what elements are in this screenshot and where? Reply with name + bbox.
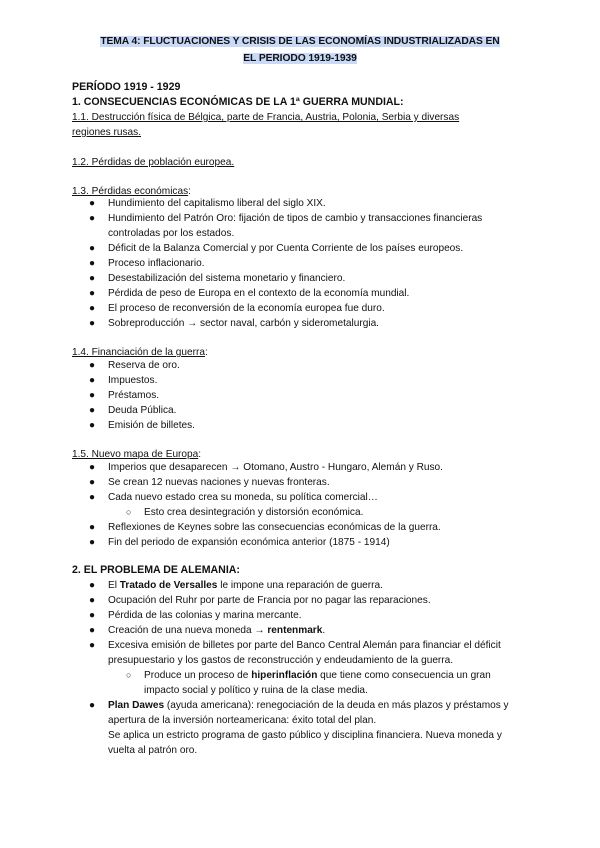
list-item-text: Sobreproducción → sector naval, carbón y siderometalurgia. — [108, 318, 379, 329]
list-item — [89, 578, 518, 593]
text-fragment: El — [108, 580, 120, 591]
list-item — [89, 403, 518, 418]
bullet-icon: ● — [89, 213, 96, 224]
bullet-icon: ● — [89, 537, 96, 548]
bold-term: hiperinflación — [251, 670, 318, 681]
bullet-icon: ● — [89, 610, 96, 621]
list-item-text: Emisión de billetes. — [108, 420, 195, 431]
section-1-heading: 1. CONSECUENCIAS ECONÓMICAS DE LA 1ª GUERRA MUNDIAL: — [72, 96, 404, 108]
list-item — [89, 301, 518, 316]
list-item-text: Préstamos. — [108, 390, 160, 401]
list-item-text: Se crean 12 nuevas naciones y nuevas fronteras. — [108, 477, 330, 488]
bullet-icon: ● — [89, 243, 96, 254]
list-item — [89, 460, 518, 475]
text-fragment: (ayuda americana): renegociación de la deuda en más plazos y préstamos y apertura de la inversión norteamericana: éxito total del plan. — [108, 700, 509, 726]
subsection-1-3-colon: : — [188, 186, 191, 197]
list-item-text: Deuda Pública. — [108, 405, 177, 416]
list-item — [89, 211, 518, 241]
text-fragment: Produce un proceso de — [144, 670, 252, 681]
list-item — [89, 271, 518, 286]
period-heading: PERÍODO 1919 - 1929 — [72, 81, 181, 93]
bullet-icon: ● — [89, 625, 96, 636]
sub-list-item — [126, 668, 524, 698]
text-fragment: le impone una reparación de guerra. — [217, 580, 383, 591]
list-item-text: Impuestos. — [108, 375, 158, 386]
bullet-icon: ● — [89, 375, 96, 386]
bullet-icon: ● — [89, 360, 96, 371]
subsection-1-1-line1: 1.1. Destrucción física de Bélgica, parte de Francia, Austria, Polonia, Serbia y diversas — [72, 112, 460, 123]
text-fragment: . — [322, 625, 326, 636]
list-item — [89, 608, 518, 623]
list-item-text: Ocupación del Ruhr por parte de Francia por no pagar las reparaciones. — [108, 595, 431, 606]
bullet-icon: ● — [89, 492, 96, 503]
list-item — [89, 593, 518, 608]
bullet-icon: ● — [89, 273, 96, 284]
bold-term: Plan Dawes — [108, 700, 165, 711]
list-item-text: Hundimiento del capitalismo liberal del siglo XIX. — [108, 198, 326, 209]
subsection-1-4-label: 1.4. Financiación de la guerra — [72, 347, 205, 358]
bullet-icon: ● — [89, 595, 96, 606]
subsection-1-5-label: 1.5. Nuevo mapa de Europa — [72, 449, 199, 460]
list-item — [89, 388, 518, 403]
list-item-text: Proceso inflacionario. — [108, 258, 205, 269]
text-fragment: que tiene como consecuencia un gran impacto social y político y ruina de la clase media. — [144, 670, 491, 696]
list-item-text: Reserva de oro. — [108, 360, 180, 371]
bullet-icon: ● — [89, 420, 96, 431]
bullet-icon: ● — [89, 390, 96, 401]
list-item — [89, 256, 518, 271]
list-item — [89, 373, 518, 388]
bullet-icon: ● — [89, 405, 96, 416]
subsection-1-4-colon: : — [204, 347, 208, 358]
list-item — [89, 241, 518, 256]
subsection-1-5-colon: : — [198, 449, 202, 460]
title-line-2: EL PERIODO 1919-1939 — [243, 53, 357, 64]
list-item-text: Cada nuevo estado crea su moneda, su política comercial… — [108, 492, 378, 503]
list-item-text: Pérdida de las colonias y marina mercante. — [108, 610, 302, 621]
list-item-text: El proceso de reconversión de la economía europea fue duro. — [108, 303, 385, 314]
list-item — [89, 638, 518, 668]
bullet-icon: ● — [89, 522, 96, 533]
bullet-icon: ● — [89, 198, 96, 209]
bold-term: Tratado de Versalles — [119, 580, 218, 591]
list-item — [89, 520, 518, 535]
subsection-1-1-line2: regiones rusas. — [72, 127, 142, 138]
list-item — [89, 535, 518, 550]
bullet-icon: ● — [89, 477, 96, 488]
list-item — [89, 698, 518, 758]
list-item-text: Pérdida de peso de Europa en el contexto de la economía mundial. — [108, 288, 410, 299]
list-item-text: Hundimiento del Patrón Oro: fijación de tipos de cambio y transacciones financieras controladas por los estados. — [108, 213, 483, 239]
list-item — [89, 286, 518, 301]
list-item — [89, 316, 518, 331]
list-item-continuation: Se aplica un estricto programa de gasto público y disciplina financiera. Nueva moneda y vuelta al patrón oro. — [108, 730, 502, 756]
list-item — [89, 623, 518, 638]
list-item-text: Déficit de la Balanza Comercial y por Cuenta Corriente de los países europeos. — [108, 243, 464, 254]
text-fragment: Creación de una nueva moneda → — [108, 625, 268, 636]
list-item-text: Excesiva emisión de billetes por parte del Banco Central Alemán para financiar el déficit presupuestario y los gastos de reconstrucción y endeudamiento de la guerra. — [108, 640, 501, 666]
list-item — [89, 358, 518, 373]
bullet-icon: ● — [89, 640, 96, 651]
section-2-heading: 2. EL PROBLEMA DE ALEMANIA: — [72, 564, 240, 576]
sub-list-item — [126, 505, 524, 520]
hollow-bullet-icon: ○ — [126, 670, 132, 680]
bullet-icon: ● — [89, 580, 96, 591]
bullet-icon: ● — [89, 462, 96, 473]
list-item — [89, 418, 518, 433]
list-item-text: Desestabilización del sistema monetario y financiero. — [108, 273, 346, 284]
list-item-text: Imperios que desaparecen → Otomano, Austro - Hungaro, Alemán y Ruso. — [108, 462, 443, 473]
sub-list-item-text: Esto crea desintegración y distorsión económica. — [144, 507, 364, 518]
list-item-text: Reflexiones de Keynes sobre las consecuencias económicas de la guerra. — [108, 522, 441, 533]
title-line-1: TEMA 4: FLUCTUACIONES Y CRISIS DE LAS ECONOMÍAS INDUSTRIALIZADAS EN — [100, 36, 500, 47]
subsection-1-3-label: 1.3. Pérdidas económicas — [72, 186, 189, 197]
subsection-1-2: 1.2. Pérdidas de población europea. — [72, 157, 235, 168]
bold-term: rentenmark — [267, 625, 323, 636]
hollow-bullet-icon: ○ — [126, 507, 132, 517]
list-item — [89, 196, 518, 211]
bullet-icon: ● — [89, 303, 96, 314]
list-item — [89, 475, 518, 490]
bullet-icon: ● — [89, 288, 96, 299]
list-item — [89, 490, 518, 505]
bullet-icon: ● — [89, 258, 96, 269]
bullet-icon: ● — [89, 700, 96, 711]
list-item-text: Fin del periodo de expansión económica anterior (1875 - 1914) — [108, 537, 390, 548]
bullet-icon: ● — [89, 318, 96, 329]
document-title — [72, 33, 528, 67]
